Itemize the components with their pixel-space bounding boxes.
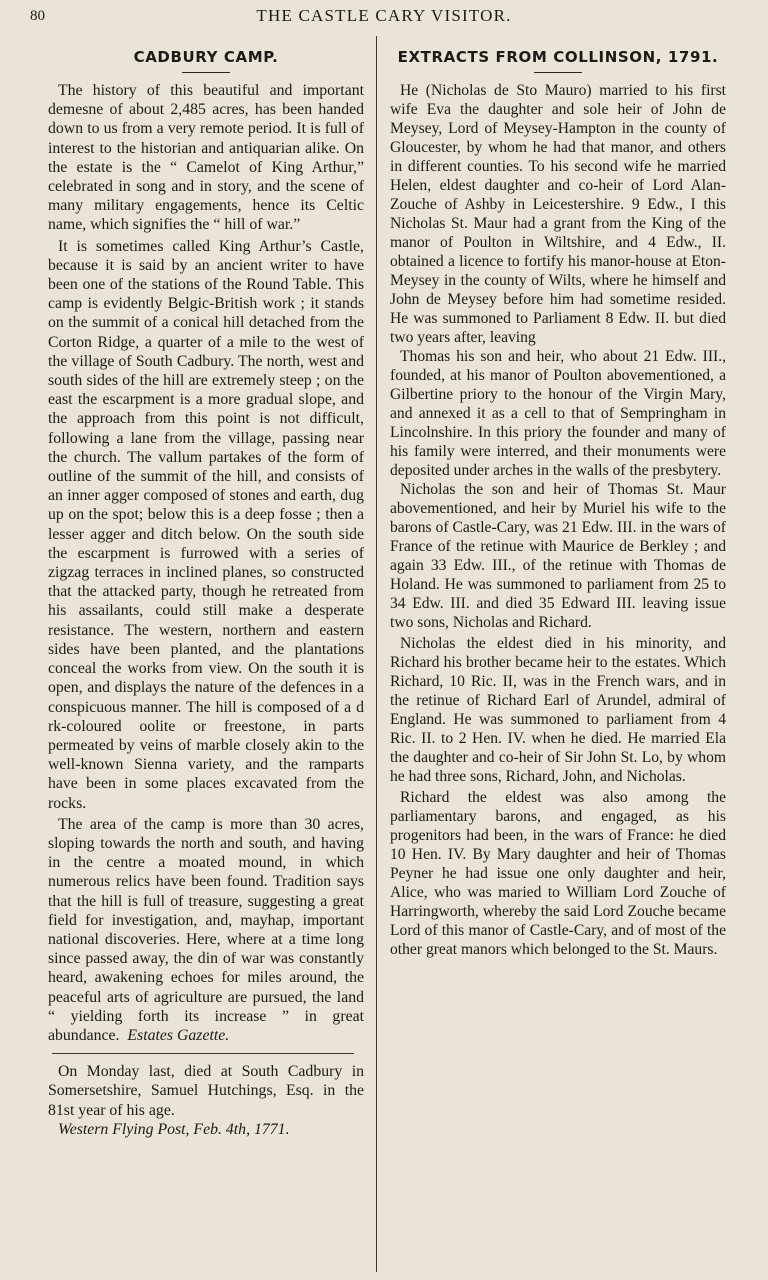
article-paragraph: Nicholas the eldest died in his minority, and Richard his brother became heir to the estates. Which Richard, 10 Ric. II, was in the French wars, and in the retinue of Richard Earl of Arundel, admiral of England. He was summoned to parliament from 4 Ric. II. to 2 Hen. IV. when he died. He married Ela the daughter and co-heir of Sir John St. Lo, by whom he had three sons, Richard, John, and Nicholas. — [390, 635, 726, 785]
obituary-notice: On Monday last, died at South Cadbury in Somersetshire, Samuel Hutchings, Esq. in the 81st year of his age. — [48, 1063, 364, 1119]
article-paragraph: Nicholas the son and heir of Thomas St. Maur abovementioned, and heir by Muriel his wife to the barons of Castle-Cary, was 21 Edw. III. in the wars of France of the retinue with Maurice de Berkley ; and again 33 Edw. III., of the retinue with Thomas de Holand. He was summoned to parliament from 25 to 34 Edw. III. and died 35 Edward III. leaving issue two sons, Nicholas and Richard. — [390, 481, 726, 631]
article-heading-cadbury-camp: CADBURY CAMP. — [133, 48, 279, 66]
heading-rule — [182, 72, 230, 73]
article-paragraph: It is sometimes called King Arthur’s Castle, because it is said by an ancient writer to have been one of the stations of the Round Table. This camp is evidently Belgic-British work ; it stands on the summit of a conical hill detached from the Corton Ridge, a quarter of a mile to the west of the village of South Cadbury. The north, west and south sides of the hill are extremely steep ; on the east the escarpment is a more gradual slope, and the approach from this point is not difficult, following a lane from the village, passing near the church. The vallum partakes of the form of outline of the summit of the hill, and consists of an inner agger composed of stones and earth, dug up on the spot; below this is a deep fosse ; then a lesser agger and ditch below. On the south side the escarpment is furrowed with a series of zigzag terraces in inclined planes, so constructed that the attacked party, though he retreated from his assailants, could still make a desperate resistance. The western, northern and eastern sides have been planted, and the plantations conceal the works from view. On the south it is open, and displays the nature of the defences in a conspicuous manner. The hill is composed of a d rk-coloured oolite or freestone, in parts permeated by veins of marble closely akin to the well-known Sienna variety, and the ramparts have been in some places excavated from the rocks. — [48, 237, 364, 812]
article-paragraph-text: The area of the camp is more than 30 acres, sloping towards the north and south, and having in the centre a moated mound, in which numerous relics have been found. Tradition says that the hill is full of treasure, suggesting a great field for investigation, and, mayhap, important national discoveries. Here, where at a time long since passed away, the din of war was constantly heard, awakening echoes for miles around, the peaceful arts of agriculture are pursued, the land “ yielding forth its increase ” in great abundance. — [48, 815, 364, 1044]
article-paragraph: Thomas his son and heir, who about 21 Edw. III., founded, at his manor of Poulton abovementioned, a Gilbertine priory to the honour of the Virgin Mary, and annexed it as a cell to that of Sempringham in Lincolnshire. In this priory the founder and many of his family were interred, and their monuments were deposited under arches in the walls of the presbytery. — [390, 348, 726, 479]
source-credit: Estates Gazette. — [127, 1026, 230, 1044]
article-paragraph-final — [48, 815, 364, 1045]
column-divider — [376, 36, 377, 1272]
article-paragraph: He (Nicholas de Sto Mauro) married to his first wife Eva the daughter and sole heir of John de Meysey, Lord of Meysey-Hampton in the county of Gloucester, by whom he had that manor, and others in different counties. To his second wife he married Helen, eldest daughter and co-heir of Lord Alan-Zouche of Ashby in Leicestershire. 9 Edw., I this Nicholas St. Maur had a grant from the King of the manor of Poulton in Wiltshire, and 4 Edw., II. obtained a licence to fortify his manor-house at Eton-Meysey in the county of Wilts, where he himself and John de Meysey before him had sometime resided. He was summoned to Parliament 8 Edw. II. but died two years after, leaving — [390, 82, 726, 346]
heading-rule — [534, 72, 582, 73]
article-paragraph: The history of this beautiful and important demesne of about 2,485 acres, has been handed down to us from a very remote period. It is full of interest to the historian and antiquarian alike. On the estate is the “ Camelot of King Arthur,” celebrated in song and in story, and the scene of many military engagements, hence its Celtic name, which signifies the “ hill of war.” — [48, 82, 364, 234]
running-title: THE CASTLE CARY VISITOR. — [256, 6, 512, 25]
page-number: 80 — [30, 8, 45, 24]
page-header — [0, 4, 768, 30]
article-paragraph: Richard the eldest was also among the parliamentary barons, and engaged, as his progenitors had been, in the wars of France: he died 10 Hen. IV. By Mary daughter and heir of Thomas Peyner he had issue one only daughter and heir, Alice, who was maried to William Lord Zouche of Harringworth, whereby the said Lord Zouche became Lord of this manor of Castle-Cary, and of most of the other great manors which belonged to the St. Maurs. — [390, 789, 726, 958]
left-column — [48, 48, 364, 1139]
article-heading-collinson: EXTRACTS FROM COLLINSON, 1791. — [397, 48, 719, 66]
right-column — [390, 48, 726, 959]
section-rule — [52, 1053, 354, 1054]
obituary-credit: Western Flying Post, Feb. 4th, 1771. — [58, 1120, 290, 1138]
